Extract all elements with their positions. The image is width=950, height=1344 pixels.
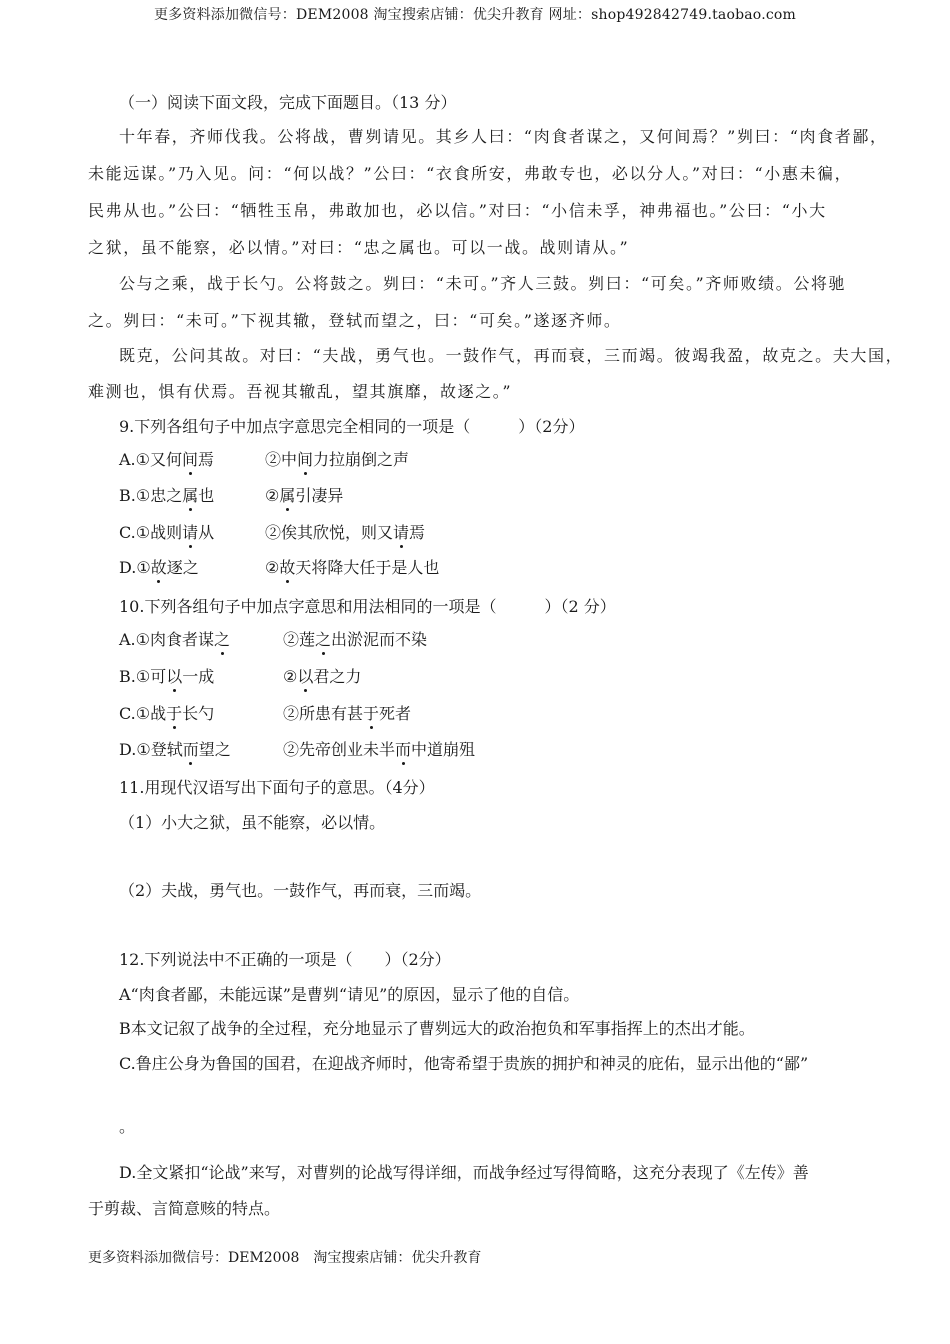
q9-stem: 9.下列各组句子中加点字意思完全相同的一项是（ ）（2分） bbox=[119, 417, 585, 436]
q12-option-a: A“肉食者鄙，未能远谋”是曹刿“请见”的原因，显示了他的自信。 bbox=[119, 985, 580, 1004]
q10-option-c: C.①战于长勺 ②所患有甚于死者 bbox=[119, 704, 412, 723]
q9-option-a: A.①又何间焉 ②中间力拉崩倒之声 bbox=[119, 450, 410, 469]
passage-line: 难测也，惧有伏焉。吾视其辙乱，望其旗靡，故逐之。” bbox=[88, 382, 513, 401]
q12-option-c-end: 。 bbox=[119, 1117, 136, 1136]
q12-option-c: C.鲁庄公身为鲁国的国君，在迎战齐师时，他寄希望于贵族的拥护和神灵的庇佑，显示出他的“鄙” bbox=[119, 1054, 809, 1073]
q10-stem: 10.下列各组句子中加点字意思和用法相同的一项是（ ）（2 分） bbox=[119, 597, 616, 616]
q10-option-a: A.①肉食者谋之 ②莲之出淤泥而不染 bbox=[119, 630, 428, 649]
passage-line: 既克，公问其故。对曰：“夫战，勇气也。一鼓作气，再而衰，三而竭。彼竭我盈，故克之。夫大国， bbox=[119, 346, 904, 365]
q10-option-b: B.①可以一成 ②以君之力 bbox=[119, 667, 362, 686]
passage-line: 公与之乘，战于长勺。公将鼓之。刿曰：“未可。”齐人三鼓。刿曰：“可矣。”齐师败绩。公将驰 bbox=[119, 274, 847, 293]
passage-line: 民弗从也。”公曰：“牺牲玉帛，弗敢加也，必以信。”对曰：“小信未孚，神弗福也。”公曰：“小大 bbox=[88, 201, 827, 220]
q12-option-d: D.全文紧扣“论战”来写，对曹刿的论战写得详细，而战争经过写得简略，这充分表现了《左传》善 bbox=[119, 1163, 809, 1182]
q11-item: （1）小大之狱，虽不能察，必以情。 bbox=[119, 813, 386, 832]
q12-stem: 12.下列说法中不正确的一项是（ ）（2分） bbox=[119, 950, 451, 969]
q12-option-b: B本文记叙了战争的全过程，充分地显示了曹刿远大的政治抱负和军事指挥上的杰出才能。 bbox=[119, 1019, 755, 1038]
q11-item: （2）夫战，勇气也。一鼓作气，再而衰，三而竭。 bbox=[119, 881, 482, 900]
q12-option-d-cont: 于剪裁、言简意赅的特点。 bbox=[88, 1199, 281, 1218]
q10-option-d: D.①登轼而望之 ②先帝创业未半而中道崩殂 bbox=[119, 740, 476, 759]
passage-line: 未能远谋。”乃入见。问：“何以战？”公曰：“衣食所安，弗敢专也，必以分人。”对曰：“小惠未徧， bbox=[88, 164, 853, 183]
section-title: （一）阅读下面文段，完成下面题目。（13 分） bbox=[119, 93, 457, 112]
page-footer: 更多资料添加微信号：DEM2008 淘宝搜索店铺：优尖升教育 bbox=[88, 1250, 482, 1266]
passage-line: 之。刿曰：“未可。”下视其辙，登轼而望之，曰：“可矣。”遂逐齐师。 bbox=[88, 311, 622, 330]
q9-option-b: B.①忠之属也 ②属引凄异 bbox=[119, 486, 344, 505]
q11-stem: 11.用现代汉语写出下面句子的意思。（4分） bbox=[119, 778, 435, 797]
q9-option-c: C.①战则请从 ②俟其欣悦，则又请焉 bbox=[119, 523, 426, 542]
passage-line: 十年春，齐师伐我。公将战，曹刿请见。其乡人曰：“肉食者谋之，又何间焉？”刿曰：“肉食者鄙， bbox=[119, 127, 888, 146]
passage-line: 之狱，虽不能察，必以情。”对曰：“忠之属也。可以一战。战则请从。” bbox=[88, 238, 630, 257]
page-header: 更多资料添加微信号：DEM2008 淘宝搜索店铺：优尖升教育 网址：shop492842749.taobao.com bbox=[153, 7, 796, 23]
q9-option-d: D.①故逐之 ②故天将降大任于是人也 bbox=[119, 558, 440, 577]
